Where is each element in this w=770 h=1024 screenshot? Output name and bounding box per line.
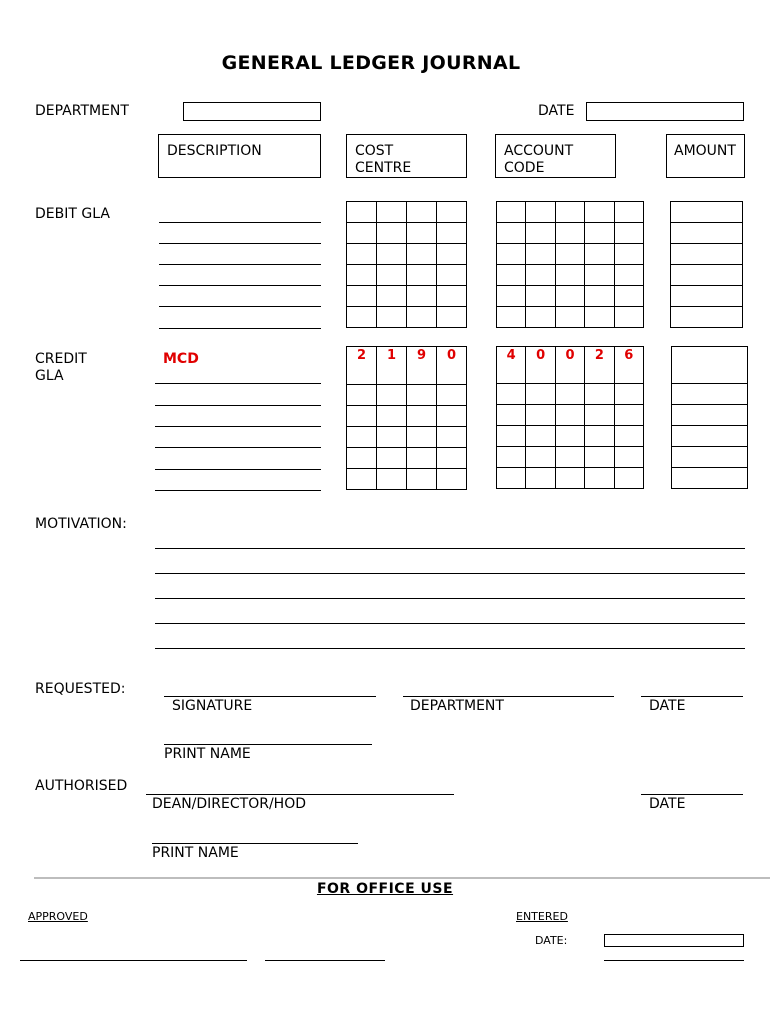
- debit-gla-label: DEBIT GLA: [35, 206, 110, 222]
- office-use-heading: FOR OFFICE USE: [316, 881, 454, 897]
- debit-description-line[interactable]: [159, 328, 321, 329]
- section-divider: [34, 877, 770, 879]
- debit-amount-grid[interactable]: [670, 201, 743, 328]
- authorised-signature-line[interactable]: [146, 794, 454, 795]
- authorised-print-name-caption: PRINT NAME: [152, 845, 239, 861]
- authorised-print-name-line[interactable]: [152, 843, 358, 844]
- approved-line[interactable]: [20, 960, 247, 961]
- account-code-digit[interactable]: 2: [585, 347, 614, 384]
- debit-cost-centre-grid[interactable]: [346, 201, 467, 328]
- credit-description-value: MCD: [163, 351, 199, 367]
- credit-account-code-grid[interactable]: [496, 346, 644, 489]
- approved-label: APPROVED: [28, 910, 88, 923]
- account-code-header: ACCOUNT CODE: [495, 134, 616, 178]
- credit-description-line[interactable]: [155, 469, 321, 470]
- office-date-field[interactable]: [604, 934, 744, 947]
- credit-gla-label: CREDIT GLA: [35, 351, 87, 384]
- credit-description-line[interactable]: [155, 405, 321, 406]
- requested-department-caption: DEPARTMENT: [410, 698, 504, 714]
- approved-date-line[interactable]: [265, 960, 385, 961]
- requested-date-line[interactable]: [641, 696, 743, 697]
- cost-centre-digit[interactable]: 0: [437, 347, 467, 385]
- requested-label: REQUESTED:: [35, 681, 126, 697]
- requested-print-name-line[interactable]: [164, 744, 372, 745]
- signature-line[interactable]: [164, 696, 376, 697]
- account-code-digit[interactable]: 4: [497, 347, 526, 384]
- office-date-label: DATE:: [535, 934, 568, 947]
- credit-description-line[interactable]: [155, 490, 321, 491]
- debit-description-line[interactable]: [159, 222, 321, 223]
- debit-description-line[interactable]: [159, 243, 321, 244]
- authorised-date-caption: DATE: [649, 796, 686, 812]
- requested-print-name-caption: PRINT NAME: [164, 746, 251, 762]
- motivation-label: MOTIVATION:: [35, 516, 127, 532]
- authorised-date-line[interactable]: [641, 794, 743, 795]
- authorised-label: AUTHORISED: [35, 778, 128, 794]
- department-label: DEPARTMENT: [35, 103, 129, 119]
- requested-date-caption: DATE: [649, 698, 686, 714]
- debit-account-code-grid[interactable]: [496, 201, 644, 328]
- authorised-role-caption: DEAN/DIRECTOR/HOD: [152, 796, 306, 812]
- cost-centre-digit[interactable]: 1: [377, 347, 407, 385]
- motivation-line[interactable]: [155, 648, 745, 649]
- account-code-digit[interactable]: 0: [526, 347, 555, 384]
- department-field[interactable]: [183, 102, 321, 121]
- motivation-line[interactable]: [155, 598, 745, 599]
- description-header: DESCRIPTION: [158, 134, 321, 178]
- cost-centre-digit[interactable]: 9: [407, 347, 437, 385]
- debit-description-line[interactable]: [159, 285, 321, 286]
- cost-centre-digit[interactable]: 2: [347, 347, 377, 385]
- credit-description-line[interactable]: [155, 426, 321, 427]
- account-code-digit[interactable]: 6: [614, 347, 643, 384]
- signature-caption: SIGNATURE: [172, 698, 253, 714]
- account-code-digit[interactable]: 0: [555, 347, 584, 384]
- debit-description-line[interactable]: [159, 264, 321, 265]
- credit-amount-grid[interactable]: [671, 346, 748, 489]
- amount-header: AMOUNT: [666, 134, 745, 178]
- requested-department-line[interactable]: [403, 696, 614, 697]
- motivation-line[interactable]: [155, 573, 745, 574]
- debit-description-line[interactable]: [159, 306, 321, 307]
- motivation-line[interactable]: [155, 623, 745, 624]
- entered-line[interactable]: [604, 960, 744, 961]
- motivation-line[interactable]: [155, 548, 745, 549]
- cost-centre-header: COST CENTRE: [346, 134, 467, 178]
- credit-description-line[interactable]: [155, 447, 321, 448]
- credit-cost-centre-grid[interactable]: [346, 346, 467, 490]
- page-title: GENERAL LEDGER JOURNAL: [221, 52, 521, 74]
- entered-label: ENTERED: [516, 910, 568, 923]
- date-label: DATE: [538, 103, 575, 119]
- credit-description-line[interactable]: [155, 383, 321, 384]
- date-field[interactable]: [586, 102, 744, 121]
